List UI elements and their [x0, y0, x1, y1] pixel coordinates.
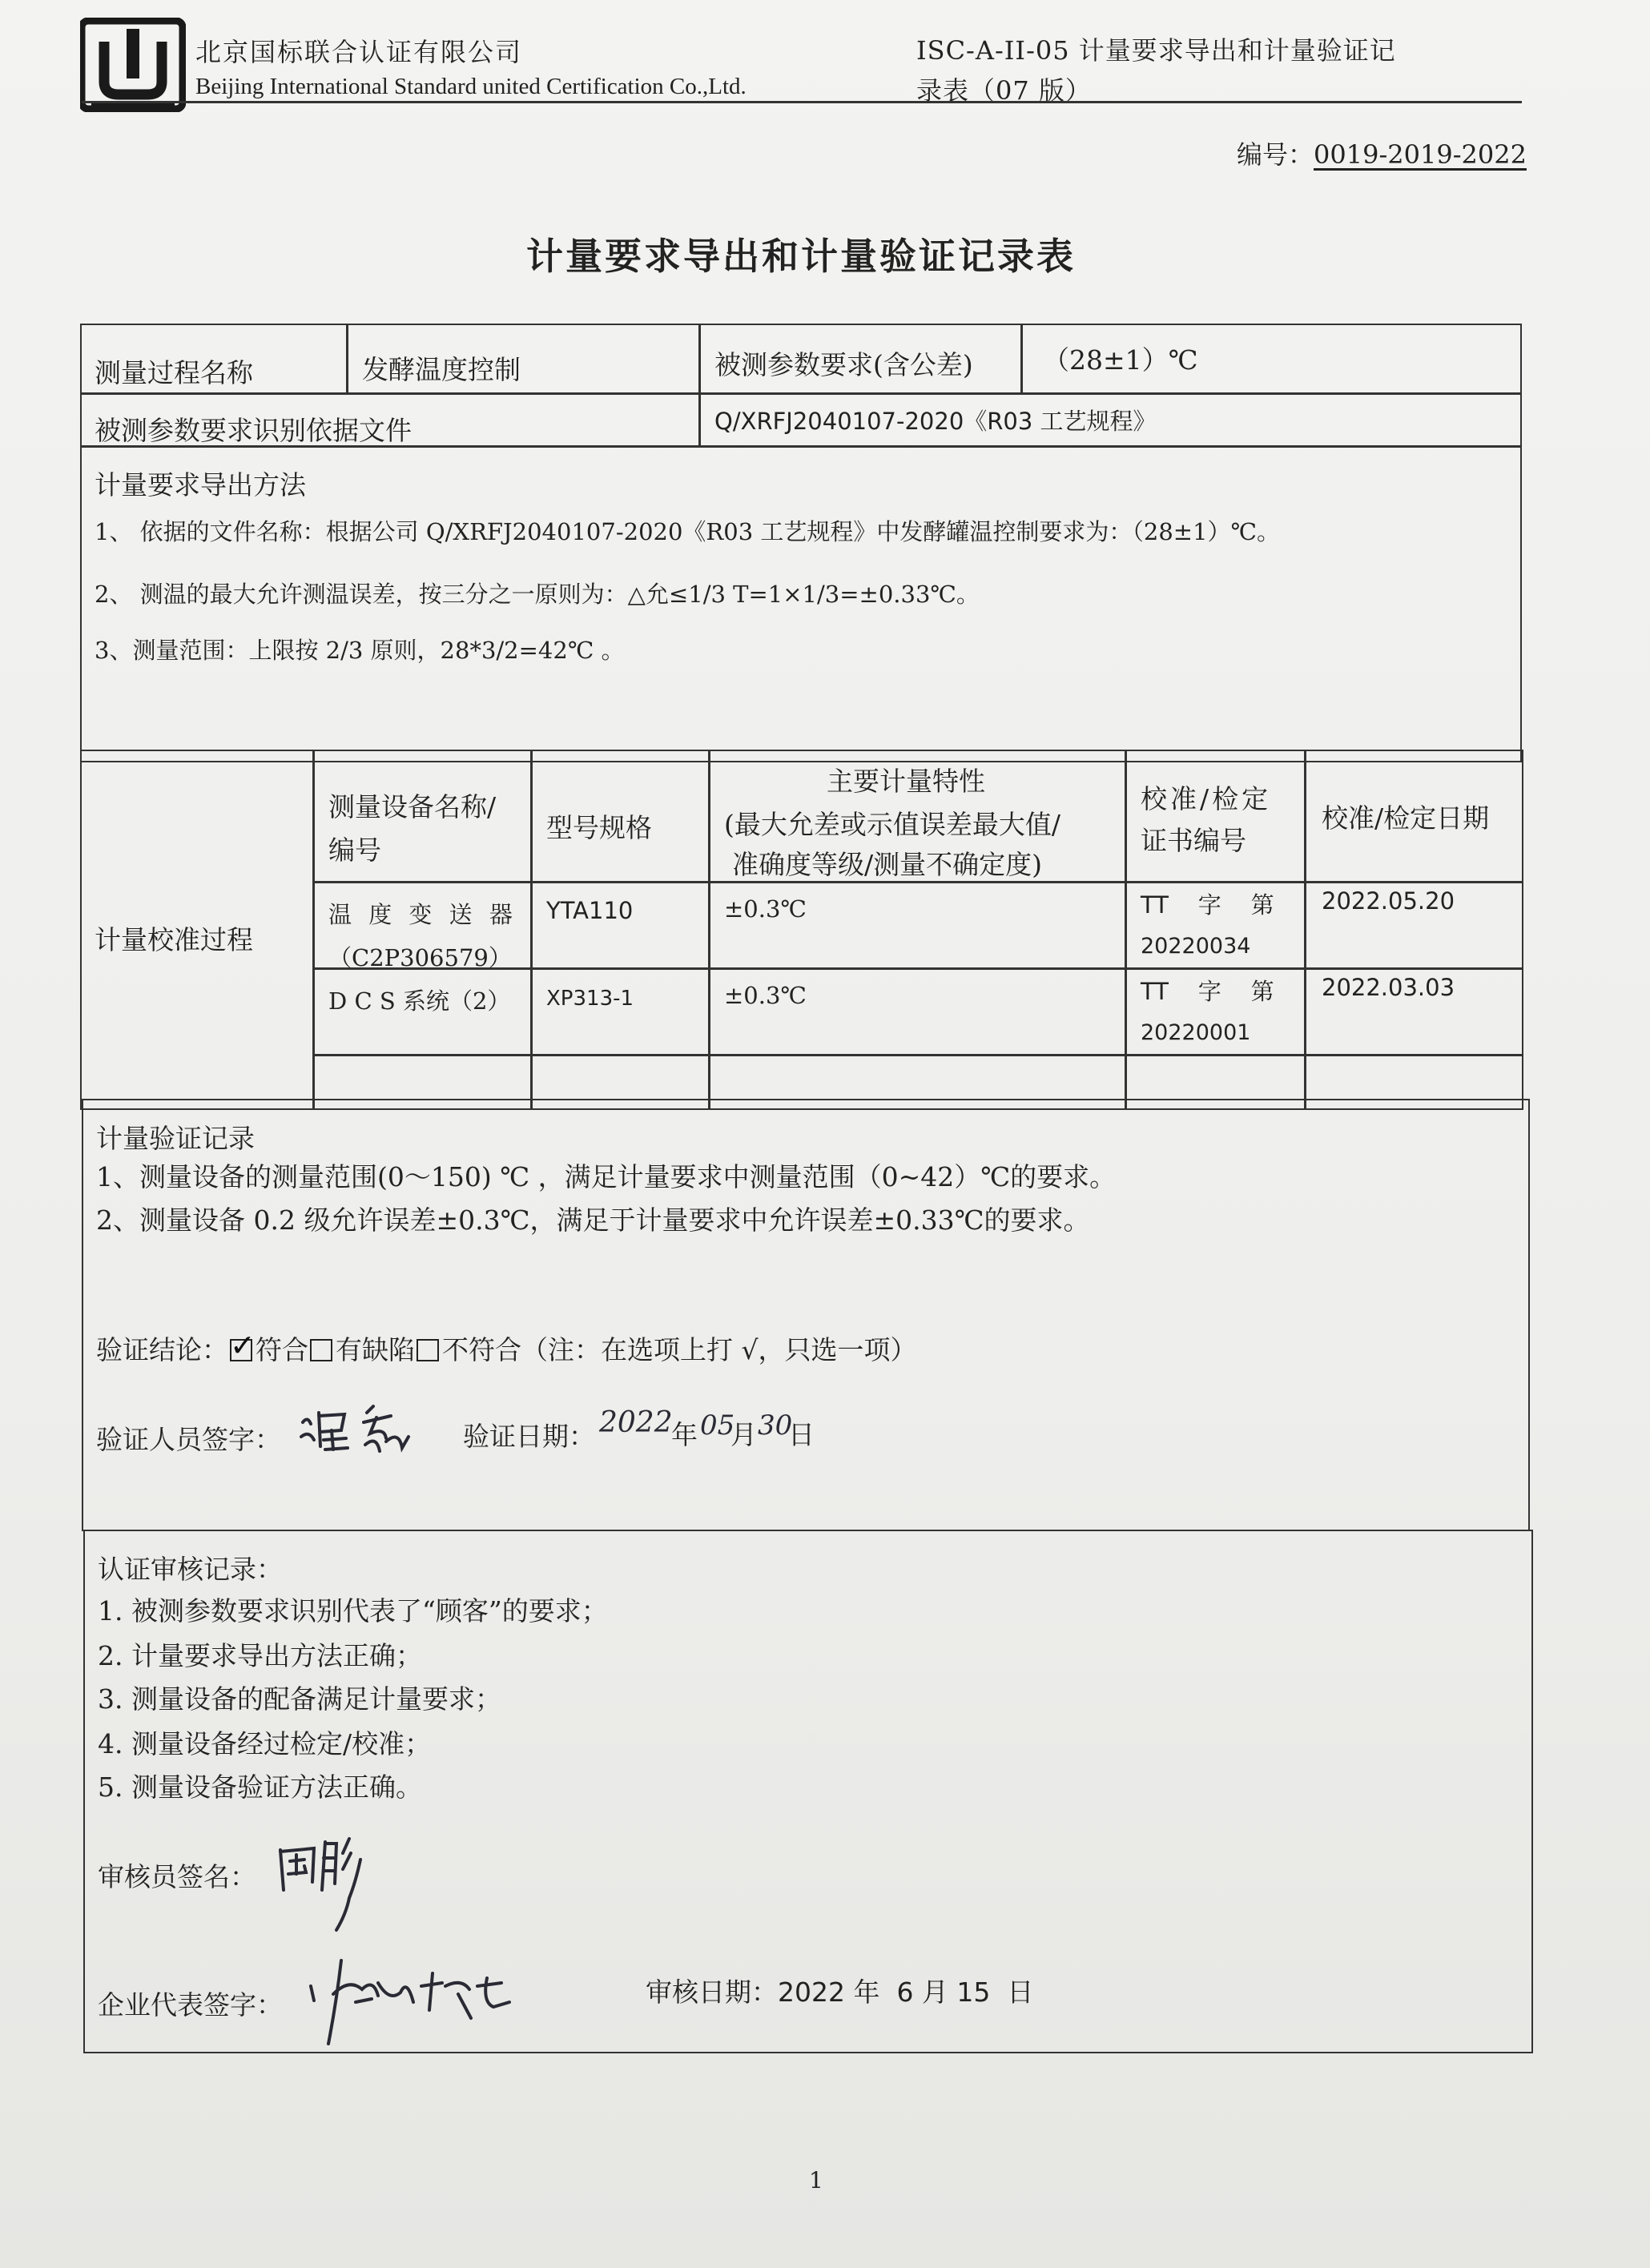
header-device-line1: 测量设备名称/ — [328, 791, 497, 822]
audit-item-4: 4. 测量设备经过检定/校准； — [98, 1728, 432, 1759]
basis-document-label: 被测参数要求识别依据文件 — [95, 415, 412, 446]
header-device-line2: 编号 — [328, 834, 381, 866]
header-divider — [82, 101, 1522, 103]
verify-date-day-unit: 日 — [788, 1419, 815, 1450]
row1-characteristic: ±0.3℃ — [724, 895, 807, 923]
col-divider — [312, 750, 315, 1110]
audit-date — [646, 1972, 1033, 2009]
header-certificate-line2: 证书编号 — [1141, 825, 1246, 856]
enterprise-rep-label: 企业代表签字： — [98, 1989, 283, 2021]
row2-model: XP313-1 — [546, 987, 634, 1011]
auditor-label: 审核员签名： — [98, 1861, 256, 1892]
row1-device-name: 温 度 变 送 器 — [328, 901, 517, 928]
company-logo-icon — [80, 18, 186, 112]
row1-device-number: （C2P306579） — [328, 944, 512, 971]
col-divider — [1304, 750, 1306, 1110]
row2-date: 2022.03.03 — [1322, 974, 1455, 1001]
process-name-label: 测量过程名称 — [95, 357, 253, 388]
enterprise-rep-signature — [301, 1954, 517, 2050]
header-characteristics-line1: 主要计量特性 — [827, 766, 985, 797]
col-divider — [530, 750, 533, 1110]
header-characteristics-line3: 准确度等级/测量不确定度) — [732, 849, 1042, 880]
option-conform-checkbox[interactable] — [230, 1339, 252, 1361]
row1-model: YTA110 — [546, 897, 634, 924]
header-certificate-line1: 校准/检定 — [1141, 783, 1272, 814]
audit-item-3: 3. 测量设备的配备满足计量要求； — [98, 1683, 501, 1715]
verifier-label: 验证人员签字： — [96, 1424, 281, 1455]
verify-date-day: 30 — [758, 1409, 793, 1442]
audit-item-1: 1. 被测参数要求识别代表了“顾客”的要求； — [98, 1595, 608, 1627]
verify-date-month: 05 — [700, 1409, 735, 1442]
row2-device-name: D C S 系统（2） — [328, 987, 511, 1015]
audit-date-label: 审核日期： — [646, 1976, 778, 2008]
form-reference-line1: ISC-A-II-05 计量要求导出和计量验证记 — [916, 35, 1396, 66]
derivation-item-3: 3、测量范围：上限按 2/3 原则，28*3/2=42℃ 。 — [95, 637, 625, 664]
basis-document-value: Q/XRFJ2040107-2020《R03 工艺规程》 — [714, 408, 1157, 435]
param-requirement-label: 被测参数要求(含公差) — [714, 349, 973, 380]
verify-date-month-unit: 月 — [730, 1419, 757, 1450]
verifier-signature — [296, 1398, 417, 1454]
col-divider — [1020, 324, 1023, 392]
process-name-value: 发酵温度控制 — [362, 354, 521, 385]
serial-value: 0019-2019-2022 — [1314, 139, 1527, 170]
col-divider — [1125, 750, 1127, 1110]
form-reference-line2: 录表（07 版） — [916, 75, 1092, 106]
derivation-item-2: 2、 测温的最大允许测温误差，按三分之一原则为：△允≤1/3 T=1×1/3=±0.33℃。 — [95, 581, 980, 608]
verify-date-year: 2022 — [599, 1406, 673, 1439]
row2-certificate-prefix: TT 字 第 — [1141, 978, 1274, 1005]
serial-number — [1237, 135, 1527, 171]
row1-certificate-number: 20220034 — [1141, 934, 1251, 959]
audit-heading: 认证审核记录： — [98, 1554, 283, 1585]
derivation-heading: 计量要求导出方法 — [95, 469, 306, 501]
row-divider — [80, 392, 1522, 395]
option-conform-label: 符合 — [256, 1334, 308, 1365]
conclusion-note: （注：在选项上打 √，只选一项） — [521, 1334, 917, 1365]
verify-date-label: 验证日期： — [463, 1421, 595, 1452]
audit-item-5: 5. 测量设备验证方法正确。 — [98, 1771, 422, 1803]
col-divider — [698, 324, 701, 445]
col-divider — [708, 750, 710, 1110]
company-name-cn: 北京国标联合认证有限公司 — [195, 37, 523, 67]
param-requirement-value: （28±1）℃ — [1043, 344, 1198, 376]
verification-item-2: 2、测量设备 0.2 级允许误差±0.3℃，满足于计量要求中允许误差±0.33℃的要求。 — [96, 1204, 1090, 1236]
row2-characteristic: ±0.3℃ — [724, 982, 807, 1009]
form-reference — [916, 30, 1477, 111]
serial-label: 编号： — [1237, 139, 1314, 170]
row1-certificate-prefix: TT 字 第 — [1141, 891, 1274, 919]
audit-item-2: 2. 计量要求导出方法正确； — [98, 1640, 422, 1671]
header-characteristics-line2: (最大允差或示值误差最大值/ — [724, 809, 1060, 840]
option-defect-checkbox[interactable] — [310, 1339, 332, 1361]
page-number: 1 — [809, 2167, 823, 2194]
option-nonconform-checkbox[interactable] — [417, 1339, 439, 1361]
header-model: 型号规格 — [546, 812, 652, 843]
conclusion-label: 验证结论： — [96, 1334, 228, 1365]
verification-item-1: 1、测量设备的测量范围(0～150) ℃ ，满足计量要求中测量范围（0~42）℃的要求。 — [96, 1161, 1117, 1192]
row-divider — [312, 1054, 1523, 1056]
audit-date-value: 2022 年 6 月 15 日 — [778, 1976, 1034, 2008]
derivation-item-1: 1、 依据的文件名称：根据公司 Q/XRFJ2040107-2020《R03 工艺规程》中发酵罐温控制要求为：（28±1）℃。 — [95, 518, 1280, 545]
verification-conclusion — [96, 1329, 917, 1367]
calibration-section-label: 计量校准过程 — [95, 924, 253, 955]
col-divider — [346, 324, 348, 392]
row1-date: 2022.05.20 — [1322, 887, 1455, 915]
verification-heading: 计量验证记录 — [96, 1123, 255, 1154]
option-nonconform-label: 不符合 — [442, 1334, 521, 1365]
option-defect-label: 有缺陷 — [336, 1334, 415, 1365]
page-title: 计量要求导出和计量验证记录表 — [526, 235, 1076, 278]
auditor-signature — [272, 1834, 376, 1938]
verify-date-year-unit: 年 — [671, 1419, 698, 1450]
company-name-en: Beijing International Standard united Certification Co.,Ltd. — [195, 74, 747, 99]
row2-certificate-number: 20220001 — [1141, 1020, 1251, 1045]
header-date: 校准/检定日期 — [1322, 802, 1490, 834]
